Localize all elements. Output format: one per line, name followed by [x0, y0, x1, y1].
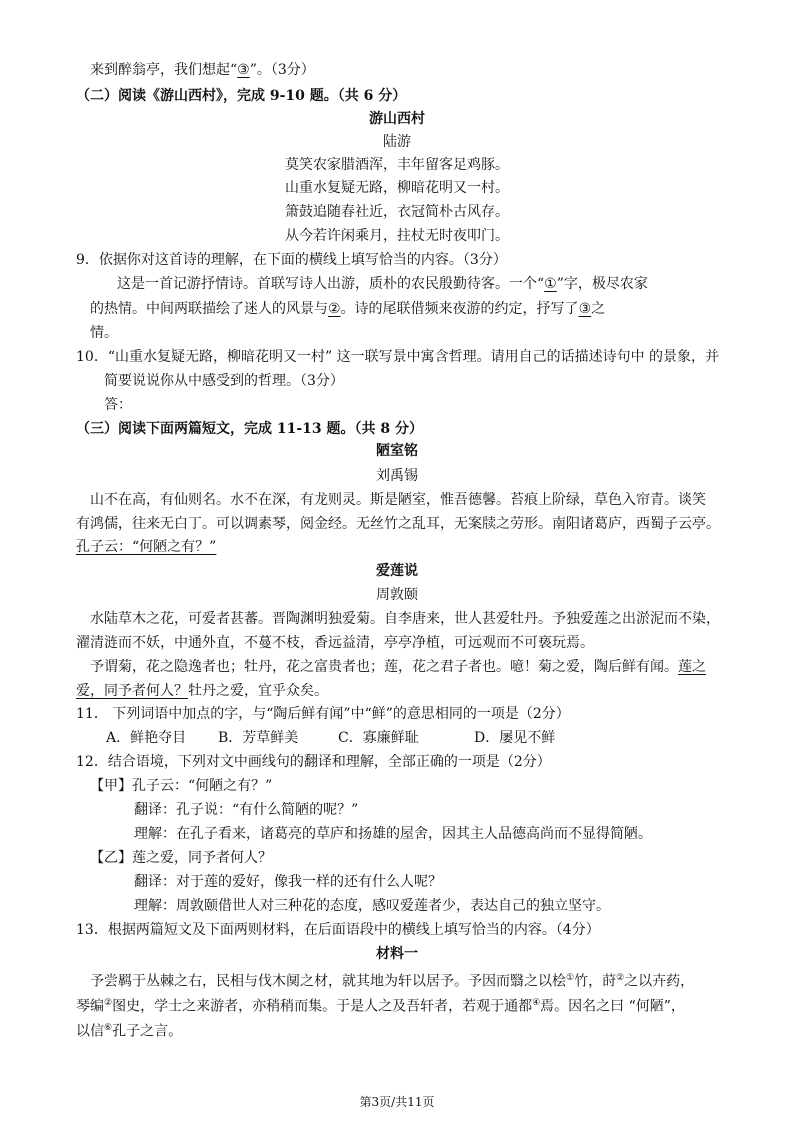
- material-1-line-1: [90, 968, 694, 992]
- q8-text-a: 来到醉翁亭，我们想起“: [90, 62, 238, 78]
- material-1-title: 材料一: [376, 946, 418, 962]
- q9-text: 的热情。中间两联描绘了迷人的风景与: [90, 301, 328, 317]
- q10-stem-2: 简要说说你从中感受到的哲理。（3分）: [104, 373, 344, 389]
- material-text: 予尝羁于丛棘之右，民相与伐木阒之材，就其地为轩以居予。予因而翳之以桧: [90, 973, 566, 990]
- q10-stem-1: 10．“山重水复疑无路，柳暗花明又一村” 这一联写景中寓含哲理。请用自己的话描述诗句中 的景象，并: [76, 349, 720, 365]
- poem-line-3: 箫鼓追随春社近，衣冠简朴古风存。: [285, 204, 509, 220]
- essay2-text: 牡丹之爱，宜乎众矣。: [188, 683, 328, 699]
- material-text: 琴编: [76, 998, 104, 1015]
- material-text: 竹，莳: [574, 973, 617, 990]
- q11-stem: 11． 下列词语中加点的字，与“陶后鲜有闻”中“鲜”的意思相同的一项是（2分）: [76, 706, 570, 722]
- section-2-heading: （二）阅读《游山西村》，完成 9-10 题。（共 6 分）: [76, 88, 407, 104]
- q8-text-c: ”。（3分）: [249, 62, 315, 78]
- essay2-line-2: 濯清涟而不妖，中通外直，不蔓不枝，香远益清，亭亭净植，可远观而不可亵玩焉。: [76, 635, 594, 651]
- q11-option-d: D．屡见不鲜: [474, 730, 556, 746]
- q11-option-c: C．寡廉鲜耻: [338, 730, 419, 746]
- q11-option-a: A．鲜艳夺目: [106, 730, 187, 746]
- footnote-marker: ②: [616, 973, 625, 983]
- poem-author: 陆游: [383, 134, 411, 150]
- material-text: 以信: [76, 1023, 104, 1040]
- q12-jia-understanding: 理解：在孔子看来，诸葛亮的草庐和扬雄的屋舍，因其主人品德高尚而不显得简陋。: [134, 826, 652, 842]
- q13-stem: 13．根据两篇短文及下面两则材料，在后面语段中的横线上填写恰当的内容。（4分）: [76, 922, 600, 938]
- q8-blank-3: ③: [237, 62, 250, 78]
- material-1-line-2: [76, 993, 685, 1017]
- essay2-underlined: 莲之: [678, 659, 706, 675]
- poem-line-4: 从今若许闲乘月，拄杖无时夜叩门。: [285, 228, 509, 244]
- poem-line-1: 莫笑农家腊酒浑，丰年留客足鸡豚。: [285, 157, 509, 173]
- poem-line-2: 山重水复疑无路，柳暗花明又一村。: [285, 180, 509, 196]
- essay1-line-1: 山不在高，有仙则名。水不在深，有龙则灵。斯是陋室，惟吾德馨。苔痕上阶绿，草色入帘青。谈笑: [90, 492, 706, 508]
- essay2-line-3: [90, 657, 706, 677]
- q9-para-2: [90, 299, 605, 319]
- section-3-heading: （三）阅读下面两篇短文，完成 11-13 题。（共 8 分）: [76, 421, 424, 437]
- essay2-title: 爱莲说: [376, 563, 418, 579]
- footnote-marker: ①: [566, 973, 575, 983]
- q12-jia: 【甲】孔子云：“何陋之有？”: [90, 778, 273, 794]
- essay1-title: 陋室铭: [376, 443, 418, 459]
- essay1-author: 刘禹锡: [376, 468, 418, 484]
- essay2-line-1: 水陆草木之花，可爱者甚蕃。晋陶渊明独爱菊。自李唐来，世人甚爱牡丹。予独爱莲之出淤泥而不染，: [90, 611, 720, 627]
- material-1-line-3: [76, 1018, 182, 1042]
- footnote-marker: ④: [532, 998, 541, 1008]
- poem-title: 游山西村: [369, 111, 425, 127]
- q10-answer-label: 答：: [104, 397, 132, 413]
- q9-text: 之: [591, 301, 606, 317]
- q12-yi-translation: 翻译：对于莲的爱好，像我一样的还有什么人呢？: [134, 874, 442, 890]
- essay1-line-3-underlined: 孔子云：“何陋之有？”: [76, 539, 217, 555]
- material-text: 孔子之言。: [112, 1023, 183, 1040]
- essay2-author: 周敦颐: [376, 587, 418, 603]
- q9-text: 这是一首记游抒情诗。首联写诗人出游，质朴的农民殷勤待客。一个“: [117, 276, 545, 292]
- essay1-line-2: 有鸿儒，往来无白丁。可以调素琴，阅金经。无丝竹之乱耳，无案牍之劳形。南阳诸葛庐，西蜀子云亭。: [76, 516, 720, 532]
- q12-yi-understanding: 理解：周敦颐借世人对三种花的态度，感叹爱莲者少，表达自己的独立坚守。: [134, 898, 610, 914]
- material-text: 之以卉药，: [624, 973, 695, 990]
- q9-para-1: [117, 274, 648, 294]
- q12-jia-translation: 翻译：孔子说：“有什么简陋的呢？”: [134, 802, 359, 818]
- footnote-marker: ⑥: [104, 1023, 113, 1033]
- q9-text: ”字，极尽农家: [556, 276, 648, 292]
- q8-continuation: [90, 60, 315, 80]
- footnote-marker: ②: [104, 998, 113, 1008]
- q9-para-3: 情。: [90, 325, 118, 341]
- page-number: 第3页/共11页: [359, 1095, 435, 1109]
- essay2-text: 予谓菊，花之隐逸者也；牡丹，花之富贵者也；莲，花之君子者也。噫！菊之爱，陶后鲜有闻。: [90, 659, 678, 675]
- q12-yi: 【乙】莲之爱，同予者何人？: [90, 850, 272, 866]
- essay2-underlined: 爱，同予者何人？: [76, 683, 188, 699]
- q9-blank-3: ③: [578, 301, 592, 317]
- material-text: 焉。因名之曰 “何陋”，: [540, 998, 685, 1015]
- q9-blank-1: ①: [544, 276, 557, 292]
- material-text: 图史，学士之来游者，亦稍稍而集。于是人之及吾轩者，若观于通都: [112, 998, 533, 1015]
- essay2-line-4: [76, 681, 328, 701]
- q9-text: 。诗的尾联借频来夜游的约定，抒写了: [340, 301, 579, 317]
- q11-option-b: B．芳草鲜美: [218, 730, 299, 746]
- q9-stem: 9．依据你对这首诗的理解，在下面的横线上填写恰当的内容。（3分）: [76, 252, 507, 268]
- q9-blank-2: ②: [328, 301, 341, 317]
- q12-stem: 12．结合语境，下列对文中画线句的翻译和理解，全部正确的一项是（2分）: [76, 754, 551, 770]
